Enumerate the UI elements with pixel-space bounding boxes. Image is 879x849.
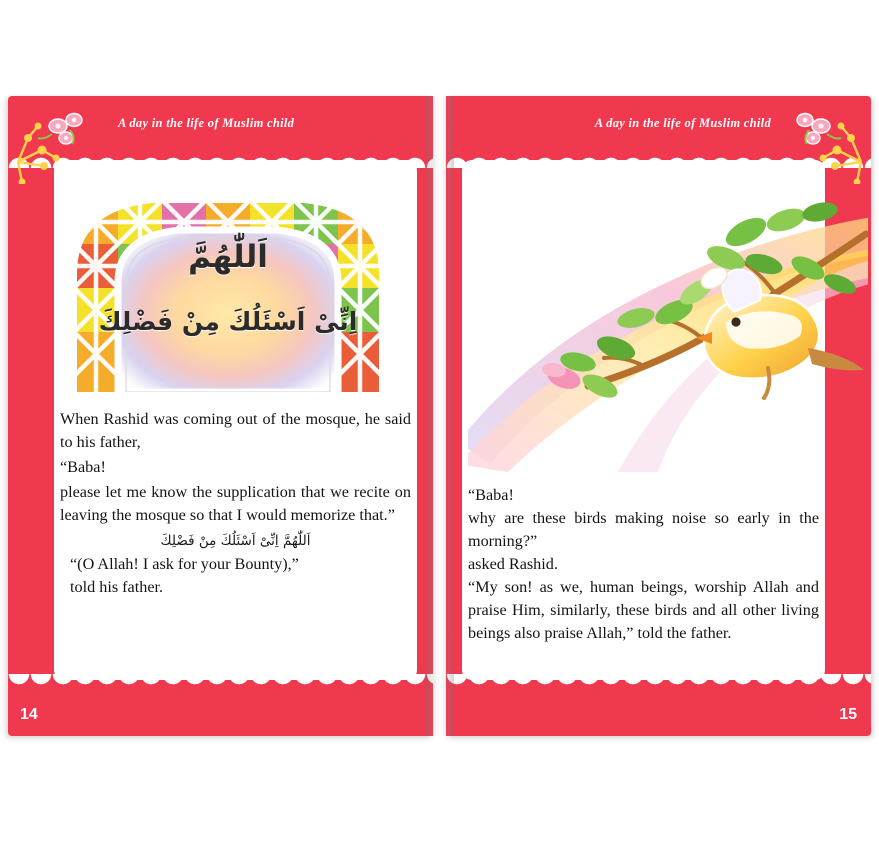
illustration-artwork [468, 172, 868, 472]
left-page-content [60, 166, 411, 676]
dua-line-1: اَللّٰهُمَّ [188, 239, 268, 275]
dua-line-2: اِنِّىْ اَسْئَلُكَ مِنْ فَضْلِكَ [98, 306, 358, 336]
left-paragraph-1: When Rashid was coming out of the mosque, he said to his father, [60, 410, 411, 451]
right-paragraph-3: asked Rashid. [468, 555, 558, 573]
left-page-header-title: A day in the life of Muslim child [118, 116, 295, 130]
left-page-number: 14 [20, 706, 38, 723]
right-page-number: 15 [839, 706, 857, 723]
left-closing-line-1: “(O Allah! I ask for your Bounty),” [70, 555, 299, 573]
book-spread [8, 96, 871, 736]
right-page [446, 96, 871, 736]
left-closing-line-2: told his father. [70, 578, 164, 596]
right-page-header-title: A day in the life of Muslim child [594, 116, 771, 130]
dua-text-block [60, 234, 396, 340]
bird-on-branch-illustration [468, 172, 868, 472]
right-paragraph-2: why are these birds making noise so early in the morning?” [468, 509, 819, 550]
right-paragraph-4: “My son! as we, human beings, worship Allah and praise Him, similarly, these birds and all other living beings also praise Allah,” told the father. [468, 578, 819, 642]
left-page [8, 96, 433, 736]
right-page-text-block [468, 484, 819, 645]
dua-arch-panel [60, 178, 396, 400]
left-paragraph-2: “Baba! [60, 458, 106, 476]
right-paragraph-1: “Baba! [468, 486, 514, 504]
left-paragraph-3: please let me know the supplication that we recite on leaving the mosque so that I would memorize that.” [60, 483, 411, 524]
right-page-content [468, 166, 819, 676]
arabic-supplication-inline: اَللّٰهُمَّ اِنِّىْ اَسْئَلُكَ مِنْ فَضْلِكَ [160, 533, 311, 549]
